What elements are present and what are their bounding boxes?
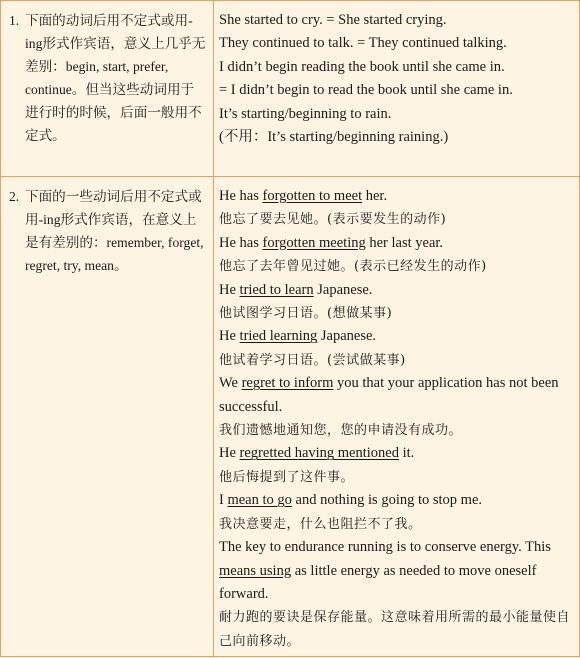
example-sentence: He regretted having mentioned it.: [219, 445, 415, 462]
example-line: She started to cry. = She started crying.: [219, 12, 447, 28]
example-sentence: He tried learning Japanese.: [219, 328, 377, 345]
rule-description: [9, 9, 207, 147]
example-translation: 他试图学习日语。(想做某事): [219, 306, 393, 322]
underlined-phrase: mean to go: [227, 492, 292, 509]
column-divider: [213, 1, 214, 176]
example-sentence: He tried to learn Japanese.: [219, 281, 373, 298]
example-translation: 我们遗憾地通知您，您的申请没有成功。: [219, 423, 463, 439]
example-line: = I didn’t begin to read the book until she came in.: [219, 82, 513, 99]
example-list: [219, 185, 573, 653]
underlined-phrase: regret to inform: [241, 375, 334, 392]
rule-text: 下面的一些动词后用不定式或用-ing形式作宾语，在意义上是有差别的：remember, forget, regret, try, mean。: [25, 189, 204, 273]
example-translation: 我决意要走，什么也阻拦不了我。: [219, 516, 422, 532]
example-sentence: I mean to go and nothing is going to stop me.: [219, 492, 483, 509]
example-line: They continued to talk. = They continued talking.: [219, 35, 507, 52]
underlined-phrase: tried to learn: [239, 281, 314, 298]
example-translation: 他忘了去年曾见过她。(表示已经发生的动作): [219, 259, 487, 275]
example-translation: 他试着学习日语。(尝试做某事): [219, 352, 406, 368]
underlined-phrase: forgotten to meet: [262, 188, 363, 204]
underlined-phrase: means using: [219, 562, 292, 579]
example-line: (不用：It’s starting/beginning raining.): [219, 129, 449, 146]
example-translation: 耐力跑的要诀是保存能量。这意味着用所需的最小能量使自己向前移动。: [219, 610, 571, 649]
underlined-phrase: regretted having mentioned: [239, 445, 399, 462]
column-divider: [213, 177, 214, 658]
example-list: [219, 9, 573, 149]
example-line: I didn’t begin reading the book until she came in.: [219, 58, 505, 75]
table-row: [1, 177, 579, 658]
example-line: It’s starting/beginning to rain.: [219, 105, 392, 122]
rule-number: 2.: [9, 189, 20, 204]
example-sentence: The key to endurance running is to conserve energy. This means using as little energy as needed to move oneself forward.: [219, 539, 551, 602]
table-row: [1, 1, 579, 177]
underlined-phrase: tried learning: [239, 328, 318, 345]
example-translation: 他后悔提到了这件事。: [219, 469, 355, 485]
rule-text: 下面的动词后用不定式或用-ing形式作宾语，意义上几乎无差别：begin, start, prefer, continue。但当这些动词用于进行时的时候，后面一般用不定式。: [25, 13, 206, 143]
example-sentence: We regret to inform you that your application has not been successful.: [219, 375, 559, 415]
example-sentence: He has forgotten meeting her last year.: [219, 234, 444, 251]
underlined-phrase: forgotten meeting: [262, 234, 366, 251]
example-translation: 他忘了要去见她。(表示要发生的动作): [219, 212, 447, 228]
rule-number: 1.: [9, 13, 20, 28]
rule-description: [9, 185, 207, 277]
example-sentence: He has forgotten to meet her.: [219, 188, 388, 204]
